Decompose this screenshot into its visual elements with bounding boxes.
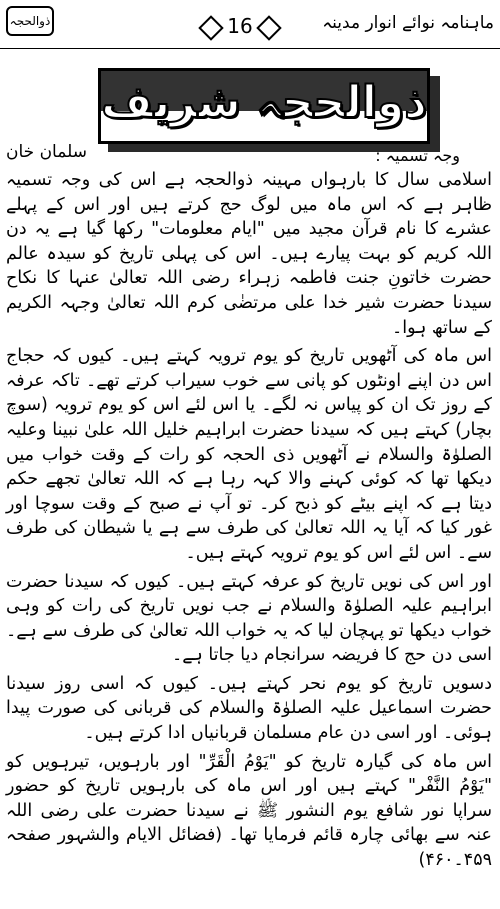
article-body [6, 168, 492, 877]
month-badge [6, 6, 54, 36]
paragraph: دسویں تاریخ کو یوم نحر کہتے ہیں۔ کیوں کہ اسی روز سیدنا حضرت اسماعیل علیہ الصلوٰۃ والسلام کی قربانی کی صورت پیدا ہوئی۔ اور اسی دن عام مسلمان قربانیاں ادا کرتے ہیں۔ [6, 673, 492, 744]
paragraph: اس ماہ کی گیارہ تاریخ کو "یَوْمُ الْقَرِّ" اور بارہویں، تیرہویں کو "یَوْمُ النَّفْر" کہتے ہیں اور اس ماہ کی بارہویں تاریخ کو حضور سراپا نور شافع یوم النشور ﷺ نے سیدنا حضرت علی رضی اللہ عنہ سے بھائی چارہ قائم فرمایا تھا۔ (فضائل الایام والشہور صفحہ ۴۵۹۔۴۶۰) [6, 751, 492, 871]
magazine-name: ماہنامہ نوائے انوار مدینہ [322, 13, 494, 33]
page-number-ornament [200, 16, 280, 40]
paragraph: اسلامی سال کا بارہواں مہینہ ذوالحجہ ہے اس کی وجہ تسمیہ ظاہر ہے کہ اس ماہ میں لوگ حج کرتے ہیں اور اس کے پہلے عشرے کا نام قرآن مجید میں "ایام معلومات" رکھا گیا ہے یہ دن اللہ کریم کو بہت پیارے ہیں۔ اس کی پہلی تاریخ کو سیدہ عالم حضرت خاتونِ جنت فاطمہ زہراء رضی اللہ تعالیٰ عنہا کا نکاح سیدنا حضرت شیر خدا علی مرتضٰی کرم اللہ تعالیٰ وجہہ الکریم کے ساتھ ہوا۔ [6, 170, 492, 338]
title-banner [98, 68, 430, 144]
title-box [98, 68, 430, 144]
page-number: 16 [227, 14, 253, 38]
section-label: وجہ تسمیہ : [375, 146, 460, 165]
paragraph: اور اس کی نویں تاریخ کو عرفہ کہتے ہیں۔ کیوں کہ سیدنا حضرت ابراہیم علیہ الصلوٰۃ والسلام نے جب نویں تاریخ کی رات کو وہی خواب دیکھا تو پہچان لیا کہ یہ خواب اللہ تعالیٰ کی طرف سے ہے۔ اسی دن حج کا فریضہ سرانجام دیا جاتا ہے۔ [6, 571, 492, 666]
paragraph: اس ماہ کی آٹھویں تاریخ کو یوم ترویہ کہتے ہیں۔ کیوں کہ حجاج اس دن اپنے اونٹوں کو پانی سے خوب سیراب کرتے تھے۔ تاکہ عرفہ کے روز تک ان کو پیاس نہ لگے۔ یا اس لئے اس کو یوم ترویہ (سوچ بچار) کہتے ہیں کہ سیدنا حضرت ابراہیم خلیل اللہ علیٰ نبینا وعلیہ الصلوٰۃ والسلام نے آٹھویں ذی الحجہ کو رات کے وقت خواب میں دیکھا تھا کہ کوئی کہنے والا کہہ رہا ہے کہ اللہ تعالیٰ تجھے حکم دیتا ہے کہ اپنے بیٹے کو ذبح کر۔ تو آپ نے صبح کے وقت سوچا اور غور کیا کہ آیا یہ اللہ تعالیٰ کی طرف سے ہے یا شیطان کی طرف سے۔ اس لئے اس کو یوم ترویہ کہتے ہیں۔ [6, 346, 492, 563]
month-badge-label: ذوالحجہ [9, 14, 51, 28]
page-header [0, 0, 500, 52]
header-divider [0, 48, 500, 49]
article-title: ذوالحجہ شریف [101, 77, 427, 128]
author-name: سلمان خان [6, 142, 87, 162]
